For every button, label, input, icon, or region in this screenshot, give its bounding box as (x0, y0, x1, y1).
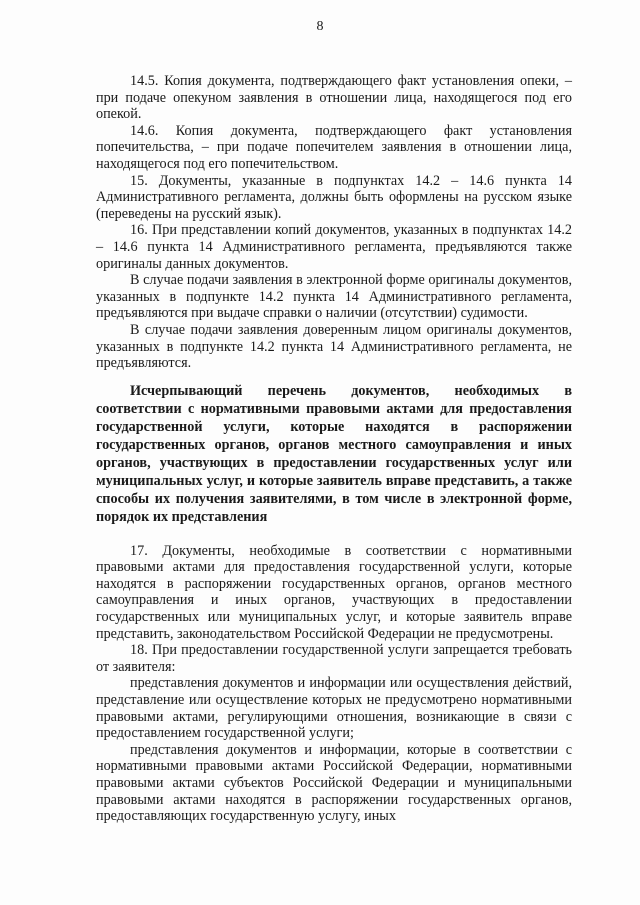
spacer (96, 526, 572, 543)
paragraph-18: 18. При предоставлении государственной услуги запрещается требовать от заявителя: (96, 642, 572, 675)
page-number: 8 (316, 19, 324, 34)
section-heading: Исчерпывающий перечень документов, необходимых в соответствии с нормативными правовыми актами для предоставления государственной услуги, которые находятся в распоряжении государственных органов, органов местного самоуправления и иных органов, участвующих в предоставлении государственных услуг или муниципальных услуг, и которые заявитель вправе представить, а также способы их получения заявителями, в том числе в электронной форме, порядок их представления (96, 382, 572, 525)
paragraph-14-6: 14.6. Копия документа, подтверждающего факт установления попечительства, – при подаче попечителем заявления в отношении лица, находящегося под его попечительством. (96, 122, 572, 172)
paragraph-16-electronic: В случае подачи заявления в электронной форме оригиналы документов, указанных в подпункте 14.2 пункта 14 Административного регламента, предъявляются при выдаче справки о наличии (отсутствии) судимости. (96, 272, 572, 322)
paragraph-17: 17. Документы, необходимые в соответствии с нормативными правовыми актами для предоставления государственной услуги, которые находятся в распоряжении государственных органов, органов местного самоуправления и иных органов, участвующих в предоставлении государственных или муниципальных услуг, и которые заявитель вправе представить, законодательством Российской Федерации не предусмотрены. (96, 542, 572, 642)
paragraph-16-proxy: В случае подачи заявления доверенным лицом оригиналы документов, указанных в подпункте 14.2 пункта 14 Административного регламента, не предъявляются. (96, 321, 572, 372)
document-body (96, 73, 572, 825)
paragraph-14-5: 14.5. Копия документа, подтверждающего факт установления опеки, – при подаче опекуном заявления в отношении лица, находящегося под его опекой. (96, 73, 572, 123)
paragraph-16: 16. При представлении копий документов, указанных в подпунктах 14.2 – 14.6 пункта 14 Административного регламента, предъявляются также оригиналы данных документов. (96, 222, 572, 272)
paragraph-18-item-2: представления документов и информации, которые в соответствии с нормативными правовыми актами Российской Федерации, нормативными правовыми актами субъектов Российской Федерации и муниципальными правовыми актами находятся в распоряжении государственных органов, предоставляющих государственную услугу, иных (96, 741, 572, 825)
paragraph-15: 15. Документы, указанные в подпунктах 14.2 – 14.6 пункта 14 Административного регламента, должны быть оформлены на русском языке (переведены на русский язык). (96, 172, 572, 222)
paragraph-18-item-1: представления документов и информации или осуществления действий, представление или осуществление которых не предусмотрено нормативными правовыми актами, регулирующими отношения, возникающие в связи с предоставлением государственной услуги; (96, 675, 572, 742)
spacer (96, 372, 572, 382)
